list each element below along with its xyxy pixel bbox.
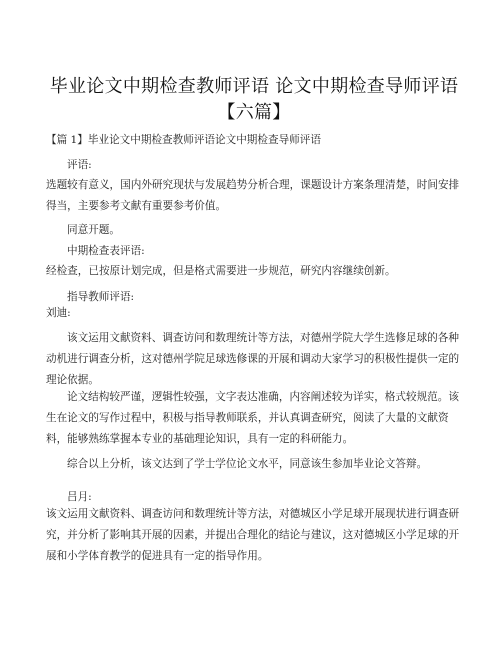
agree-text: 同意开题。 [67, 224, 120, 236]
section-heading: 【篇 1】毕业论文中期检查教师评语论文中期检查导师评语 [46, 134, 321, 146]
student-name-2: 吕月: [67, 491, 92, 503]
evaluation-paragraph-3: 综合以上分析，该文达到了学士学位论文水平，同意该生参加毕业论文答辩。 [67, 458, 428, 470]
advisor-label: 指导教师评语: [67, 291, 135, 303]
midterm-label: 中期检查表评语: [67, 245, 145, 257]
comment-text: 选题较有意义，国内外研究现状与发展趋势分析合理，课题设计方案条理清楚，时间安排得当，主要参考文献有重要参考价值。 [46, 179, 460, 212]
document-title: 毕业论文中期检查教师评语 论文中期检查导师评语【六篇】 [49, 76, 459, 123]
evaluation-paragraph-4: 该文运用文献资料、调查访问和数理统计等方法，对德城区小学足球开展现状进行调查研究，并分析了影响其开展的因素，并提出合理化的结论与建议，这对德城区小学足球的开展和小学体育教学的促进具有一定的指导作用。 [46, 508, 460, 562]
comment-label: 评语: [67, 159, 92, 171]
student-name-1: 刘迪: [46, 307, 71, 319]
midterm-text: 经检查，已按原计划完成，但是格式需要进一步规范，研究内容继续创新。 [46, 265, 396, 277]
evaluation-paragraph-2: 论文结构较严谨，逻辑性较强，文字表达准确，内容阐述较为详实，格式较规范。该生在论文的写作过程中，积极与指导教师联系，并认真调查研究，阅读了大量的文献资料，能够熟练掌握本专业的基础理论知识，具有一定的科研能力。 [46, 391, 459, 445]
evaluation-paragraph-1: 该文运用文献资料、调查访问和数理统计等方法，对德州学院大学生选修足球的各种动机进行调查分析，这对德州学院足球选修课的开展和调动大家学习的积极性提供一定的理论依据。 [46, 332, 460, 386]
